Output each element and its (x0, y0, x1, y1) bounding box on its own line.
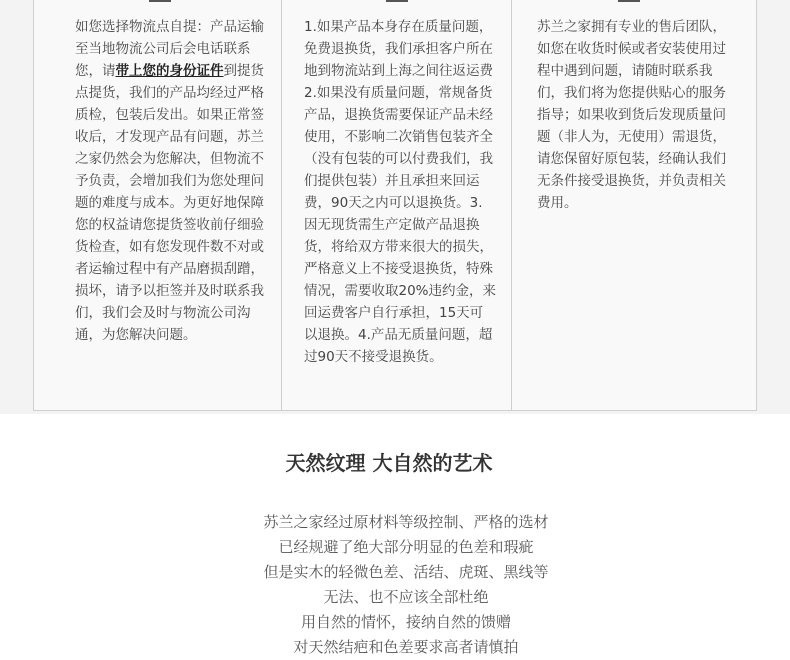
column-divider (511, 0, 512, 411)
statement-line: 无法、也不应该全部杜绝 (323, 588, 489, 606)
column-top-mark (149, 0, 171, 2)
after-sales-paragraph: 苏兰之家拥有专业的售后团队，如您在收货时候或者安装使用过程中遇到问题，请随时联系我们，我们将为您提供贴心的服务指导；如果收到货后发现质量问题（非人为，无使用）需退货，请您保留好原包装，经确认我们无条件接受退换货，并负责相关费用。 (537, 19, 726, 211)
column-top-mark (618, 0, 640, 2)
statement-line: 已经规避了绝大部分明显的色差和瑕疵 (278, 538, 534, 556)
after-sales-text (537, 16, 737, 214)
statement-line: 但是实木的轻微色差、活结、虎斑、黑线等 (263, 563, 549, 581)
return-policy-paragraph: 1.如果产品本身存在质量问题，免费退换货，我们承担客户所在地到物流站到上海之间往返运费2.如果没有质量问题，常规备货产品，退换货需要保证产品未经使用，不影响二次销售包装齐全（没有包装的可以付费我们，我们提供包装）并且承担来回运费，90天之内可以退换货。3.因无现货需生产定做产品退换货，将给双方带来很大的损失，严格意义上不接受退换货，特殊情况，需要收取20%违约金，来回运费客户自行承担，15天可以退换。4.产品无质量问题，超过90天不接受退换货。 (304, 19, 497, 365)
statement-line: 苏兰之家经过原材料等级控制、严格的选材 (263, 513, 549, 531)
section-title: 天然纹理 大自然的艺术 (285, 451, 493, 475)
pickup-policy-text (75, 16, 267, 346)
pickup-policy-part1: 如您选择物流点自提：产品运输至当地物流公司后会电话联系您，请 (75, 19, 264, 79)
id-card-emphasis: 带上您的身份证件 (115, 63, 224, 79)
nature-statement (0, 510, 790, 660)
return-policy-text (304, 16, 496, 368)
column-divider (281, 0, 282, 411)
column-top-mark (386, 0, 408, 2)
pickup-policy-part2: 到提货点提货，我们的产品均经过严格质检，包装后发出。如果正常签收后，才发现产品有问题，苏兰之家仍然会为您解决，但物流不予负责，会增加我们为您处理问题的难度与成本。为更好地保障您的权益请您提货签收前仔细验货检查，如有您发现件数不对或者运输过程中有产品磨损刮蹭，损坏，请予以拒签并及时联系我们，我们会及时与物流公司沟通，为您解决问题。 (75, 63, 264, 343)
statement-line: 对天然结疤和色差要求高者请慎拍 (293, 638, 519, 656)
statement-line: 用自然的情怀，接纳自然的馈赠 (300, 613, 511, 631)
